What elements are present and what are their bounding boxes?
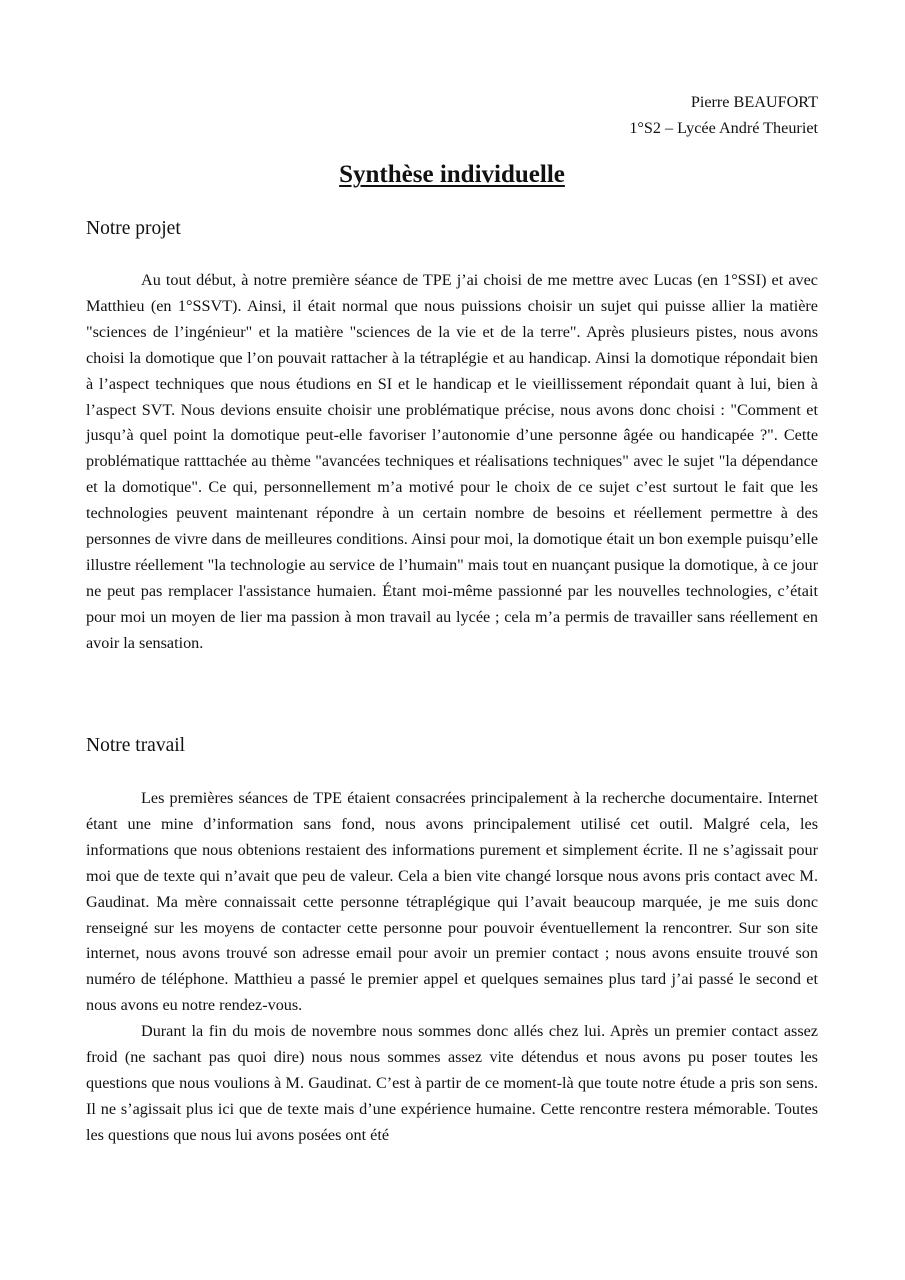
author-name: Pierre BEAUFORT — [690, 93, 818, 111]
section-body-notre-projet — [86, 268, 818, 657]
author-class-school: 1°S2 – Lycée André Theuriet — [629, 119, 818, 137]
section-body-notre-travail — [86, 786, 818, 1149]
author-block — [629, 89, 818, 141]
section-heading-notre-travail: Notre travail — [86, 735, 186, 756]
paragraph: Au tout début, à notre première séance de TPE j’ai choisi de me mettre avec Lucas (en 1°SSI) et avec Matthieu (en 1°SSVT). Ainsi, il était normal que nous puissions choisir un sujet qui puisse allier la matière "sciences de l’ingénieur" et la matière "sciences de la vie et de la terre". Après plusieurs pistes, nous avons choisi la domotique que l’on pouvait rattacher à la tétraplégie et au handicap. Ainsi la domotique répondait bien à l’aspect techniques que nous étudions en SI et le handicap et le vieillissement répondait quant à lui, bien à l’aspect SVT. Nous devions ensuite choisir une problématique précise, nous avons donc choisi : "Comment et jusqu’à quel point la domotique peut-elle favoriser l’autonomie d’une personne âgée ou handicapée ?". Cette problématique ratttachée au thème "avancées techniques et réalisations techniques" avec le sujet "la dépendance et la domotique". Ce qui, personnellement m’a motivé pour le choix de ce sujet c’est surtout le fait que les technologies peuvent maintenant répondre à un certain nombre de besoins et réellement permettre à des personnes de vivre dans de meilleures conditions. Ainsi pour moi, la domotique était un bon exemple puisqu’elle illustre réellement "la technologie au service de l’humain" mais tout en nuançant pusique la domotique, à ce jour ne peut pas remplacer l'assistance humaien. Étant moi-même passionné par les nouvelles technologies, c’était pour moi un moyen de lier ma passion à mon travail au lycée ; cela m’a permis de travailler sans réellement en avoir la sensation. — [86, 271, 818, 652]
section-heading-notre-projet: Notre projet — [86, 218, 181, 239]
paragraph: Les premières séances de TPE étaient consacrées principalement à la recherche documentaire. Internet étant une mine d’information sans fond, nous avons principalement utilisé cet outil. Malgré cela, les informations que nous obtenions restaient des informations purement et simplement écrite. Il ne s’agissait pour moi que de texte qui n’avait que peu de valeur. Cela a bien vite changé lorsque nous avons pris contact avec M. Gaudinat. Ma mère connaissait cette personne tétraplégique qui l’avait beaucoup marquée, je me suis donc renseigné sur les moyens de contacter cette personne pour pouvoir éventuellement la rencontrer. Sur son site internet, nous avons trouvé son adresse email pour avoir un premier contact ; nous avons ensuite trouvé son numéro de téléphone. Matthieu a passé le premier appel et quelques semaines plus tard j’ai passé le second et nous avons eu notre rendez-vous. — [86, 789, 818, 1015]
paragraph: Durant la fin du mois de novembre nous sommes donc allés chez lui. Après un premier contact assez froid (ne sachant pas quoi dire) nous nous sommes assez vite détendus et nous avons pu poser toutes les questions que nous voulions à M. Gaudinat. C’est à partir de ce moment-là que toute notre étude a pris son sens. Il ne s’agissait plus ici que de texte mais d’une expérience humaine. Cette rencontre restera mémorable. Toutes les questions que nous lui avons posées ont été — [86, 1022, 818, 1144]
document-title: Synthèse individuelle — [339, 161, 565, 188]
